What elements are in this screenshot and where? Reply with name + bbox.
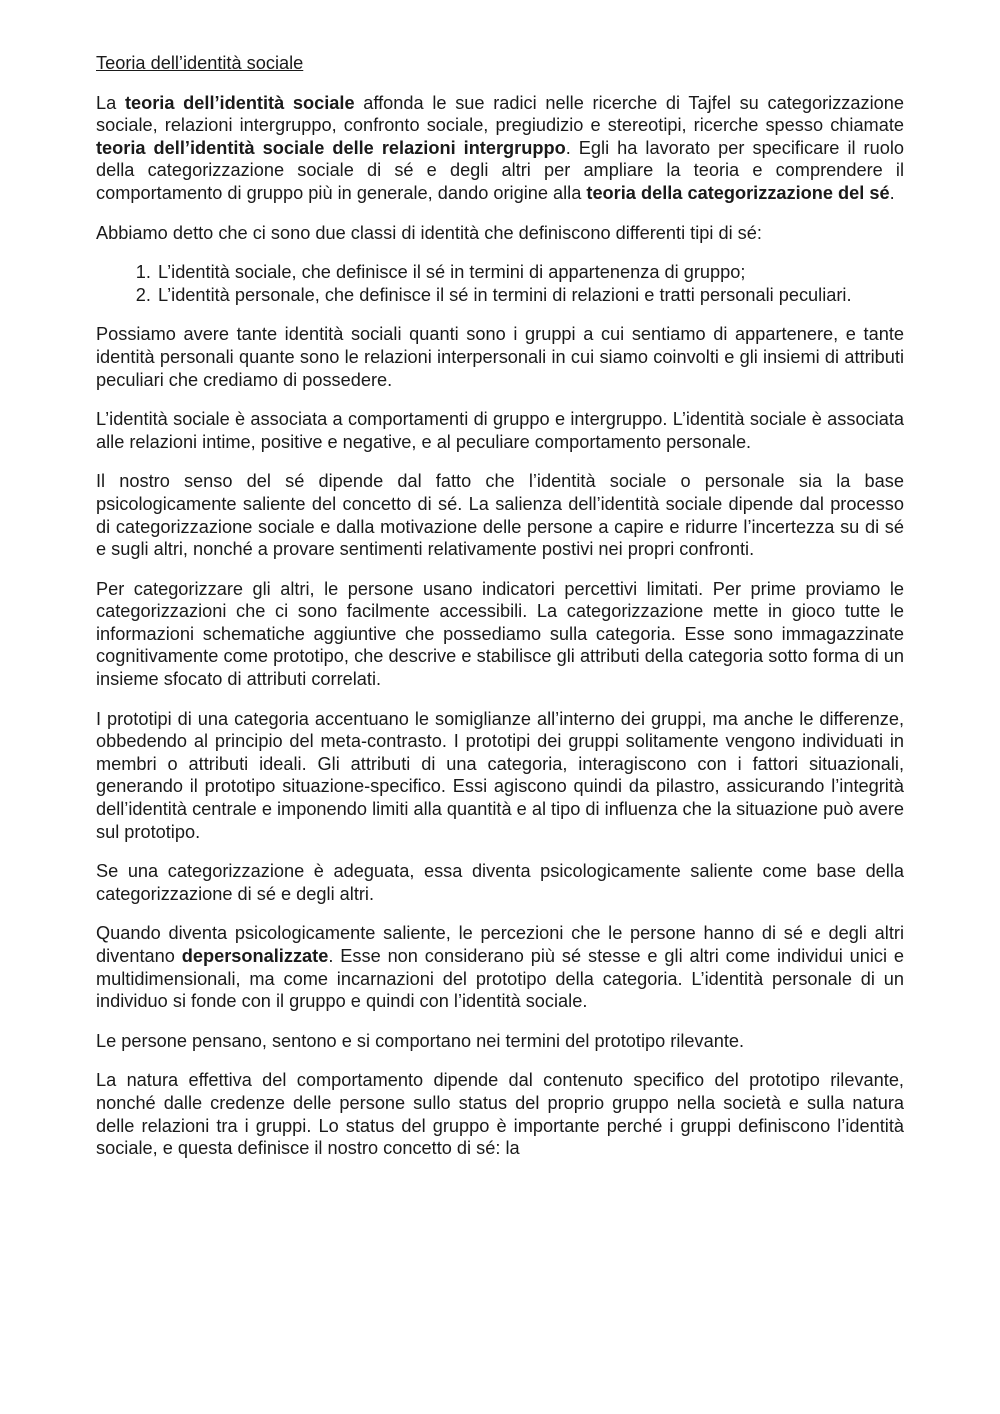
paragraph: La natura effettiva del comportamento dipende dal contenuto specifico del prototipo rilevante, nonché dalle credenze delle persone sullo status del proprio gruppo nella società e sulla natura delle relazioni tra i gruppi. Lo status del gruppo è importante perché i gruppi definiscono l’identità sociale, e questa definisce il nostro concetto di sé: la bbox=[96, 1070, 904, 1159]
list-item: 1. L’identità sociale, che definisce il sé in termini di appartenenza di gruppo; bbox=[156, 261, 904, 284]
paragraph: Se una categorizzazione è adeguata, essa diventa psicologicamente saliente come base della categorizzazione di sé e degli altri. bbox=[96, 861, 904, 904]
paragraph: Per categorizzare gli altri, le persone usano indicatori percettivi limitati. Per prime proviamo le categorizzazioni che ci sono facilmente accessibili. La categorizzazione mette in gioco tutte le informazioni schematiche aggiuntive che possediamo sulla categoria. Esse sono immagazzinate cognitivamente come prototipo, che descrive e stabilisce gli attributi della categoria sotto forma di un insieme sfocato di attributi correlati. bbox=[96, 578, 904, 690]
text-run: Quando diventa psicologicamente saliente, le percezioni che le persone hanno di sé e degli altri diventano bbox=[96, 923, 904, 966]
text-run: La bbox=[96, 92, 125, 113]
bold-term-intergroup-relations: teoria dell’identità sociale delle relazioni intergruppo bbox=[96, 137, 566, 158]
paragraph: I prototipi di una categoria accentuano le somiglianze all’interno dei gruppi, ma anche le differenze, obbedendo al principio del meta-contrasto. I prototipi dei gruppi solitamente vengono individuati in membri o attributi ideali. Gli attributi di una categoria, interagiscono con i fattori situazionali, generando il prototipo situazione-specifico. Essi agiscono quindi da pilastro, assicurando l’integrità dell’identità centrale e imponendo limiti alla quantità e al tipo di influenza che la situazione può avere sul prototipo. bbox=[96, 708, 904, 842]
paragraph: Possiamo avere tante identità sociali quanti sono i gruppi a cui sentiamo di appartenere, e tante identità personali quante sono le relazioni interpersonali in cui siamo coinvolti e gli insiemi di attributi peculiari che crediamo di possedere. bbox=[96, 324, 904, 390]
paragraph-depersonalization bbox=[96, 922, 904, 1012]
bold-term-social-identity-theory: teoria dell’identità sociale bbox=[124, 92, 355, 113]
identity-list bbox=[96, 261, 904, 306]
text-run: affonda le sue radici nelle ricerche di Tajfel su categorizzazione sociale, relazioni intergruppo, confronto sociale, pregiudizio e stereotipi, ricerche spesso chiamate bbox=[96, 92, 904, 136]
paragraph-intro bbox=[96, 92, 904, 205]
text-run: . Egli ha lavorato per specificare il ruolo della categorizzazione sociale di sé e degli altri per ampliare la teoria e comprendere il comportamento di gruppo più in generale, dando origine alla bbox=[96, 137, 904, 203]
document-page bbox=[96, 52, 904, 1177]
list-item: 2. L’identità personale, che definisce il sé in termini di relazioni e tratti personali peculiari. bbox=[156, 284, 904, 307]
paragraph: Le persone pensano, sentono e si comportano nei termini del prototipo rilevante. bbox=[96, 1030, 745, 1051]
paragraph: Il nostro senso del sé dipende dal fatto che l’identità sociale o personale sia la base psicologicamente saliente del concetto di sé. La salienza dell’identità sociale dipende dal processo di categorizzazione sociale e dalla motivazione delle persone a capire e ridurre l’incertezza su di sé e sugli altri, nonché a provare sentimenti relativamente postivi nei propri confronti. bbox=[96, 471, 904, 560]
document-title: Teoria dell’identità sociale bbox=[96, 53, 304, 73]
paragraph: L’identità sociale è associata a comportamenti di gruppo e intergruppo. L’identità sociale è associata alle relazioni intime, positive e negative, e al peculiare comportamento personale. bbox=[96, 409, 904, 452]
bold-term-depersonalized: depersonalizzate bbox=[181, 946, 329, 966]
text-run: . bbox=[889, 182, 895, 203]
text-run: . Esse non considerano più sé stesse e gli altri come individui unici e multidimensionali, ma come incarnazioni del prototipo della categoria. L’identità personale di un individuo si fonde con il gruppo e quindi con l’identità sociale. bbox=[96, 946, 905, 1012]
paragraph-identity-classes: Abbiamo detto che ci sono due classi di identità che definiscono differenti tipi di sé: bbox=[96, 222, 762, 243]
bold-term-self-categorization: teoria della categorizzazione del sé bbox=[586, 182, 890, 203]
